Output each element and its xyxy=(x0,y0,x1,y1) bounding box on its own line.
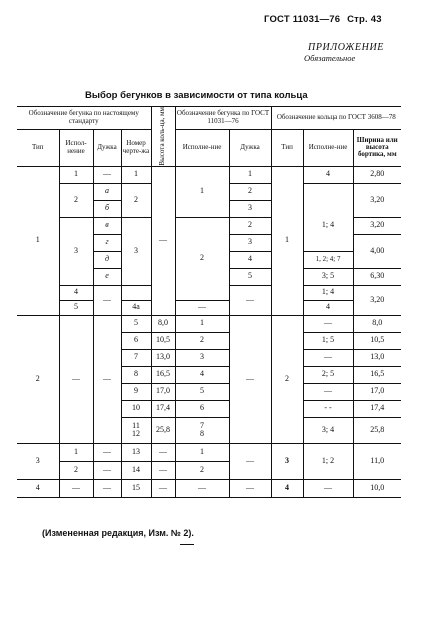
appendix-subtitle: Обязательное xyxy=(304,53,356,63)
cell-height: 17,0 xyxy=(151,383,175,400)
cell-exec: 2 xyxy=(59,183,93,217)
cell-drawing: 14 xyxy=(121,461,151,479)
cell-duzhka2: 2 xyxy=(229,217,271,234)
cell-duzhka: д xyxy=(93,251,121,268)
cell-exec: 3 xyxy=(59,217,93,285)
cell-drawing: 3 xyxy=(121,217,151,285)
cell-exec3: — xyxy=(303,315,353,332)
cell-drawing: 5 xyxy=(121,315,151,332)
cell-width: 8,0 xyxy=(353,315,401,332)
cell-exec3: 1; 4 xyxy=(303,217,353,234)
cell-type: 3 xyxy=(17,443,59,479)
cell-drawing: 4а xyxy=(121,300,151,315)
cell-exec: 2 xyxy=(59,461,93,479)
cell-exec3: 1; 4 xyxy=(303,285,353,300)
cell-type: 2 xyxy=(17,315,59,443)
cell-type2: 4 xyxy=(271,479,303,497)
cell-exec3: 1; 2 xyxy=(303,443,353,479)
cell-width: 16,5 xyxy=(353,366,401,383)
cell-exec3: 1; 5 xyxy=(303,332,353,349)
cell-exec3: 2; 5 xyxy=(303,366,353,383)
cell-type2: 2 xyxy=(271,315,303,443)
header-exec2: Исполне-ние xyxy=(175,129,229,166)
cell-exec: 4 xyxy=(59,285,93,300)
cell-duzhka2: 3 xyxy=(229,234,271,251)
cell-duzhka2: 5 xyxy=(229,268,271,285)
header-group-gost11031: Обозначение бегунка по ГОСТ 11031—76 xyxy=(175,107,271,130)
cell-duzhka2: 4 xyxy=(229,251,271,268)
cell-width: 3,20 xyxy=(353,183,401,217)
header-duzhka: Дужка xyxy=(93,129,121,166)
cell-duzhka: г xyxy=(93,234,121,251)
cell-duzhka: — xyxy=(93,479,121,497)
cell-exec3: 3; 5 xyxy=(303,268,353,285)
header-duzhka2: Дужка xyxy=(229,129,271,166)
cell-drawing: 1 xyxy=(121,166,151,183)
ring-traveller-table xyxy=(17,106,401,498)
header-width: Ширина или высота бортика, мм xyxy=(353,129,401,166)
cell-width: 2,80 xyxy=(353,166,401,183)
cell-height: — xyxy=(151,443,175,461)
cell-exec2: — xyxy=(175,479,229,497)
cell-duzhka: б xyxy=(93,200,121,217)
cell-type2: 3 xyxy=(271,443,303,479)
cell-height: — xyxy=(151,479,175,497)
cell-duzhka: — xyxy=(93,443,121,461)
cell-drawing: 11 12 xyxy=(121,417,151,443)
cell-height: 10,5 xyxy=(151,332,175,349)
cell-width: 25,8 xyxy=(353,417,401,443)
cell-width: 6,30 xyxy=(353,268,401,285)
cell-drawing: 13 xyxy=(121,443,151,461)
cell-duzhka: — xyxy=(93,461,121,479)
cell-drawing: 10 xyxy=(121,400,151,417)
divider xyxy=(180,544,194,545)
cell-type: 4 xyxy=(17,479,59,497)
cell-exec2: 1 xyxy=(175,315,229,332)
header-group-gost3608: Обозначение кольца по ГОСТ 3608—78 xyxy=(271,107,401,130)
cell-drawing: 7 xyxy=(121,349,151,366)
cell-duzhka: — xyxy=(93,285,121,315)
cell-duzhka: — xyxy=(93,166,121,183)
amendment-note: (Измененная редакция, Изм. № 2). xyxy=(42,528,194,538)
cell-duzhka: — xyxy=(93,315,121,443)
cell-duzhka2: 1 xyxy=(229,166,271,183)
cell-exec2: 5 xyxy=(175,383,229,400)
cell-exec3: 4 xyxy=(303,166,353,183)
cell-exec3: — xyxy=(303,383,353,400)
cell-exec3: 4 xyxy=(303,300,353,315)
cell-exec2: 3 xyxy=(175,349,229,366)
cell-exec: — xyxy=(59,315,93,443)
page-number: Стр. 43 xyxy=(347,14,382,25)
cell-exec3: — xyxy=(303,479,353,497)
header-exec3: Исполне-ние xyxy=(303,129,353,166)
cell-exec2: 2 xyxy=(175,332,229,349)
cell-width: 13,0 xyxy=(353,349,401,366)
header-type2: Тип xyxy=(271,129,303,166)
header-type: Тип xyxy=(17,129,59,166)
cell-exec: — xyxy=(59,479,93,497)
cell-width: 3,20 xyxy=(353,217,401,234)
cell-width: 17,4 xyxy=(353,400,401,417)
header-drawing: Номер черте-жа xyxy=(121,129,151,166)
cell-width: 4,00 xyxy=(353,234,401,268)
cell-exec3: 1, 2; 4; 7 xyxy=(303,251,353,268)
cell-duzhka2: — xyxy=(229,315,271,443)
cell-height: — xyxy=(151,166,175,315)
cell-height: 16,5 xyxy=(151,366,175,383)
cell-height: 8,0 xyxy=(151,315,175,332)
cell-exec3: - - xyxy=(303,400,353,417)
cell-drawing: 6 xyxy=(121,332,151,349)
cell-duzhka2: 3 xyxy=(229,200,271,217)
cell-drawing: 9 xyxy=(121,383,151,400)
cell-exec2: — xyxy=(175,300,229,315)
cell-exec3: 3; 4 xyxy=(303,417,353,443)
cell-exec2: 6 xyxy=(175,400,229,417)
gost-number: ГОСТ 11031—76 xyxy=(264,14,341,25)
cell-width: 10,5 xyxy=(353,332,401,349)
cell-height: 25,8 xyxy=(151,417,175,443)
cell-drawing: 2 xyxy=(121,183,151,217)
cell-exec2: 4 xyxy=(175,366,229,383)
cell-exec2: 1 xyxy=(175,166,229,217)
cell-exec2: 2 xyxy=(175,217,229,300)
cell-type: 1 xyxy=(17,166,59,315)
cell-exec3: — xyxy=(303,349,353,366)
cell-type2: 1 xyxy=(271,166,303,315)
cell-width: 17,0 xyxy=(353,383,401,400)
cell-drawing: 8 xyxy=(121,366,151,383)
header-exec: Испол-нение xyxy=(59,129,93,166)
cell-duzhka2: — xyxy=(229,479,271,497)
cell-exec2: 7 8 xyxy=(175,417,229,443)
cell-height: — xyxy=(151,461,175,479)
cell-exec2: 2 xyxy=(175,461,229,479)
cell-height: 13,0 xyxy=(151,349,175,366)
header-ring-height: Высота коль-ца, мм xyxy=(151,107,175,167)
cell-width: 11,0 xyxy=(353,443,401,479)
cell-duzhka2: — xyxy=(229,285,271,315)
cell-exec: 5 xyxy=(59,300,93,315)
cell-exec: 1 xyxy=(59,166,93,183)
cell-width: 3,20 xyxy=(353,285,401,315)
cell-exec: 1 xyxy=(59,443,93,461)
cell-duzhka2: 2 xyxy=(229,183,271,200)
cell-exec2: 1 xyxy=(175,443,229,461)
cell-height: 17,4 xyxy=(151,400,175,417)
table-title: Выбор бегунков в зависимости от типа кольца xyxy=(85,90,308,101)
page-header xyxy=(264,14,382,25)
cell-duzhka: е xyxy=(93,268,121,285)
cell-duzhka2: — xyxy=(229,443,271,479)
cell-duzhka: а xyxy=(93,183,121,200)
cell-width: 10,0 xyxy=(353,479,401,497)
header-group-standard: Обозначение бегунка по настоящему стандарту xyxy=(17,107,151,130)
appendix-title: ПРИЛОЖЕНИЕ xyxy=(308,42,384,53)
cell-duzhka: в xyxy=(93,217,121,234)
cell-drawing: 15 xyxy=(121,479,151,497)
